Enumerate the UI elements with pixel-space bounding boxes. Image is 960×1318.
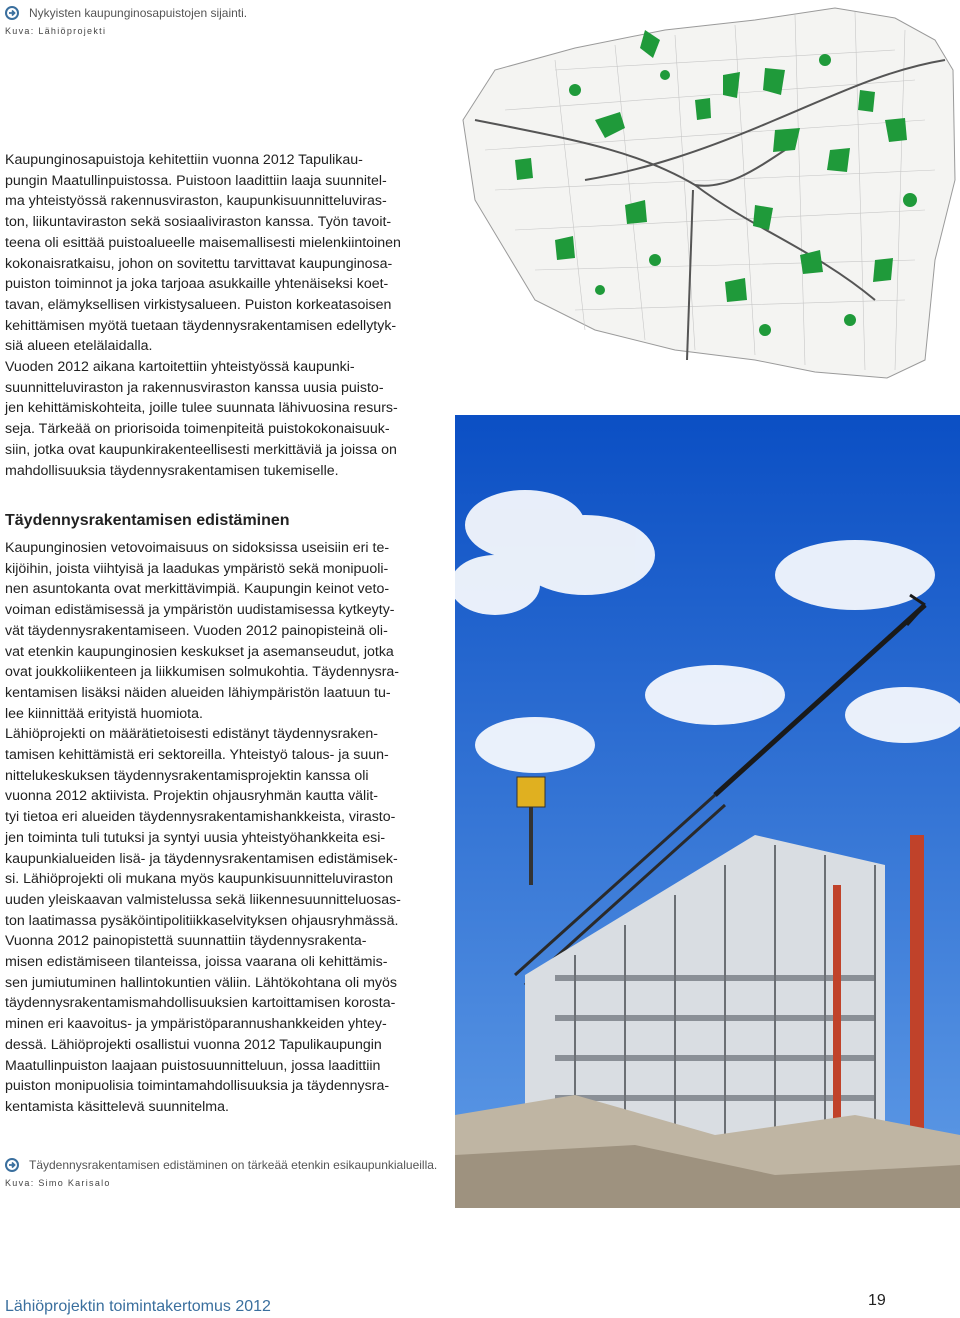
photo-credit: Kuva: Lähiöprojekti (5, 26, 107, 36)
text-line: teena oli esittää puistoalueelle maisemallisesti mielenkiintoinen (5, 234, 401, 251)
text-line: minen eri kaavoitus- ja ympäristöparannushankkeiden yhtey- (5, 1016, 387, 1033)
text-line: Vuonna 2012 painopistettä suunnattiin täydennysrakenta- (5, 933, 367, 950)
text-line: Kaupunginosapuistoja kehitettiin vuonna 2012 Tapulikau- (5, 152, 363, 168)
text-line: kentamisen lisäksi näiden alueiden lähiympäristön laatuun tu- (5, 684, 391, 701)
body-paragraph-parks (5, 150, 401, 481)
text-line: dessä. Lähiöprojekti osallistui vuonna 2012 Tapulikaupungin (5, 1036, 382, 1053)
text-line: kijöihin, joista viihtyisä ja laadukas ympäristö sekä monipuoli- (5, 560, 389, 577)
text-line: kaupunkialueiden lisä- ja täydennysrakentamisen edistämisek- (5, 850, 398, 867)
text-line: vät täydennysrakentamiseen. Vuoden 2012 painopisteinä oli- (5, 622, 388, 639)
text-line: ovat joukkoliikenteen ja liikkumisen solmukohtia. Täydennysra- (5, 664, 400, 681)
text-line: tavan, elämyksellisen virkistysalueen. Puiston korkeatasoisen (5, 296, 392, 313)
text-line: siin, jotka ovat kaupunkirakenteellisesti merkittäviä ja joissa on (5, 441, 397, 458)
text-line: sen jumiutuminen hallintokuntien väliin. Lähtökohtana oli myös (5, 974, 397, 991)
text-line: ton, liikuntaviraston sekä sosiaaliviraston kanssa. Työn tavoit- (5, 214, 392, 231)
text-line: uuden yleiskaavan valmistelussa sekä liikennesuunnitteluosas- (5, 891, 401, 908)
photo-credit: Kuva: Simo Karisalo (5, 1178, 111, 1188)
text-line: voiman edistämisessä ja ympäristön uudistamisessa kytkeyty- (5, 602, 395, 619)
text-line: suunnitteluviraston ja rakennusviraston kanssa uusia puisto- (5, 379, 384, 396)
text-line: nittelukeskuksen täydennysrakentamisprojektin kanssa oli (5, 767, 369, 784)
section-heading: Täydennysrakentamisen edistäminen (5, 512, 290, 529)
text-line: täydennysrakentamismahdollisuuksien kartoittamisen korosta- (5, 995, 396, 1012)
text-line: vuonna 2012 aktiivista. Projektin ohjausryhmän kautta välit- (5, 788, 379, 805)
text-line: Kaupunginosien vetovoimaisuus on sidoksissa useisiin eri te- (5, 540, 390, 556)
text-line: tyi tietoa eri alueiden täydennysrakentamishankkeista, virasto- (5, 809, 396, 826)
park-location-map (455, 0, 960, 415)
body-paragraph-infill (5, 538, 401, 1118)
text-line: Lähiöprojekti on määrätietoisesti edistänyt täydennysraken- (5, 726, 379, 743)
text-line: lee kiinnittää erityistä huomiota. (5, 705, 203, 722)
text-line: puiston toiminnot ja joka tarjoaa asukkaille yhtenäiseksi koet- (5, 276, 389, 293)
text-line: jen kehittämiskohteita, joille tulee suunnata lähivuosina resurs- (5, 400, 398, 417)
text-line: Vuoden 2012 aikana kartoitettiin yhteistyössä kaupunki- (5, 359, 355, 376)
text-line: siä alueen etelälaidalla. (5, 338, 153, 355)
page-number: 19 (868, 1292, 886, 1309)
arrow-right-circle-icon (5, 1158, 19, 1172)
arrow-right-circle-icon (5, 6, 19, 20)
text-line: kehittämisen myötä tuetaan täydennysrakentamisen edellytyk- (5, 317, 397, 334)
text-line: misen edistämiseen tilanteissa, joissa vaarana oli kehittämis- (5, 954, 388, 971)
text-line: puiston monipuolisia toimintamahdollisuuksia ja täydennysra- (5, 1078, 390, 1095)
text-line: nen asuntokanta ovat merkittävimpiä. Kaupungin keinot veto- (5, 581, 390, 598)
text-line: tamisen kehittämistä eri sektoreilla. Yhteistyö talous- ja suun- (5, 747, 389, 764)
bottom-caption (5, 1158, 437, 1188)
top-caption (5, 6, 247, 36)
text-line: seja. Tärkeää on priorisoida toimenpiteitä puistokokonaisuuk- (5, 421, 390, 438)
text-line: mahdollisuuksia täydennysrakentamisen tukemiselle. (5, 462, 339, 479)
text-line: ma yhteistyössä rakennusviraston, kaupunkisuunnitteluviras- (5, 193, 387, 210)
caption-text: Täydennysrakentamisen edistäminen on tärkeää etenkin esikaupunkialueilla. (29, 1158, 438, 1172)
text-line: vat etenkin kaupunginosien keskukset ja asemanseudut, jotka (5, 643, 394, 660)
caption-text: Nykyisten kaupunginosapuistojen sijainti. (29, 6, 248, 20)
construction-site-photo (455, 415, 960, 1208)
footer-publication-title: Lähiöprojektin toimintakertomus 2012 (5, 1298, 271, 1315)
text-line: ton laatimassa pysäköintipolitiikkaselvityksen ohjausryhmässä. (5, 912, 399, 929)
text-line: Maatullinpuiston laajaan puistosuunnitteluun, jossa laadittiin (5, 1057, 381, 1074)
text-line: pungin Maatullinpuistossa. Puistoon laadittiin laaja suunnitel- (5, 172, 387, 189)
text-line: si. Lähiöprojekti oli mukana myös kaupunkisuunnitteluviraston (5, 871, 394, 888)
text-line: jen toiminta tuli tutuksi ja syntyi uusia yhteistyöhankkeita esi- (5, 829, 386, 846)
text-line: kokonaisratkaisu, johon on sovitettu tarvittavat kaupunginosa- (5, 255, 393, 272)
text-line: kentamista käsittelevä suunnitelma. (5, 1098, 229, 1115)
